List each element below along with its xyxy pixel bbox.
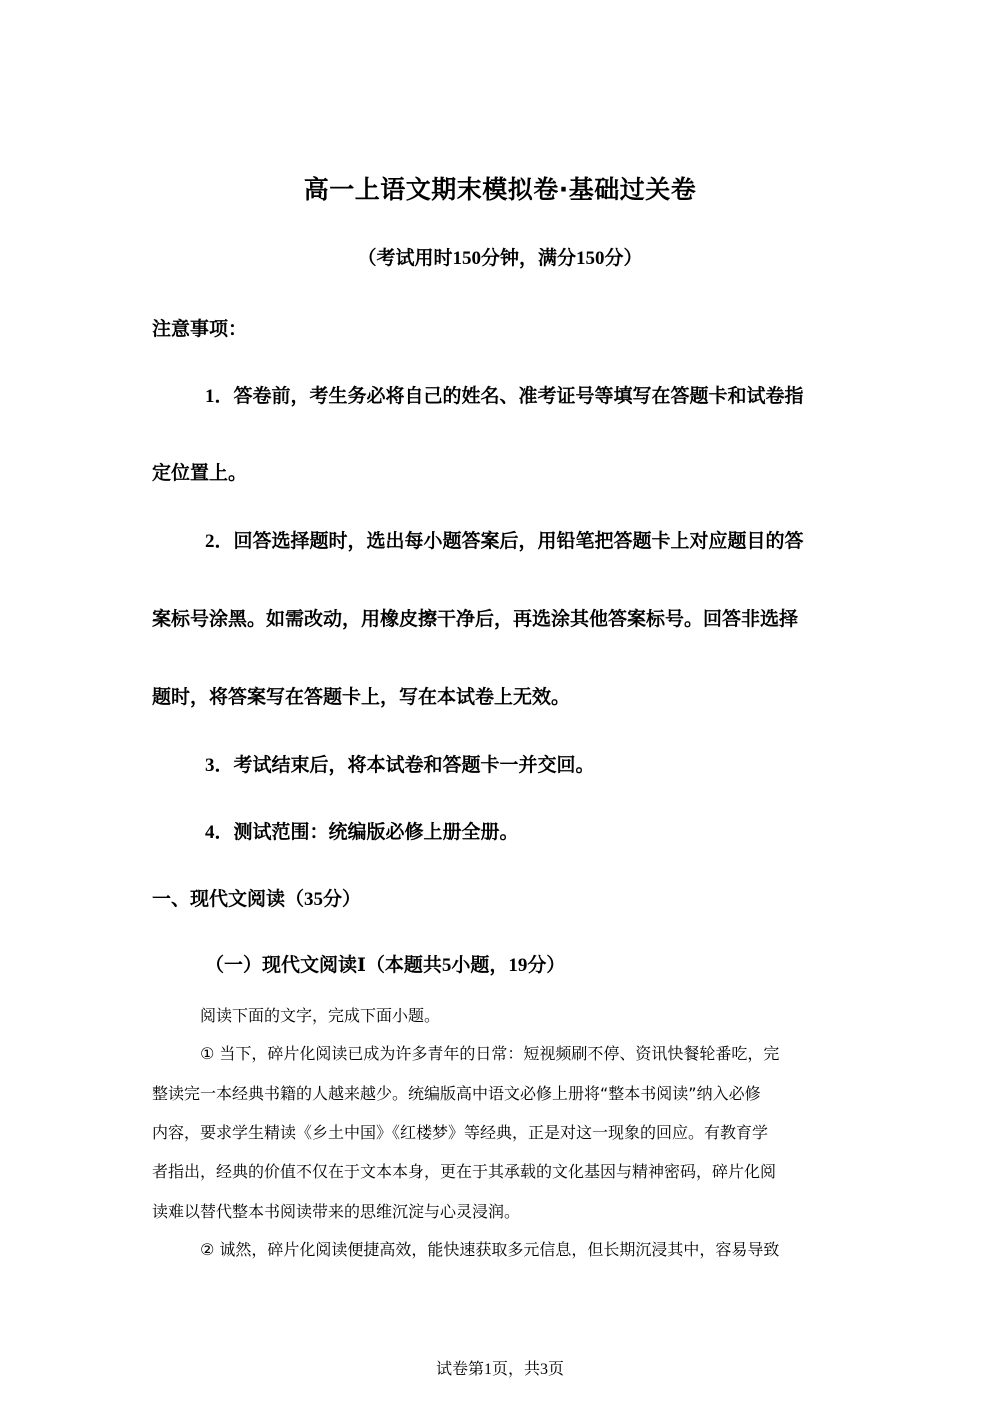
notice-line-3: 3．考试结束后，将本试卷和答题卡一并交回。 [205,755,595,776]
section-heading: 一、现代文阅读（35分） [152,889,362,910]
page-footer: 试卷第1页，共3页 [435,1361,564,1378]
notice-heading: 注意事项： [152,319,248,340]
notice-line-2-end: 题时，将答案写在答题卡上，写在本试卷上无效。 [152,687,571,708]
notice-line-2: 2．回答选择题时，选出每小题答案后，用铅笔把答题卡上对应题目的答 [205,531,804,552]
paragraph-line: ① 当下，碎片化阅读已成为许多青年的日常：短视频刷不停、资讯快餐轮番吃，完 [200,1044,780,1063]
notice-line-1-cont: 定位置上。 [152,463,248,484]
subsection-heading: （一）现代文阅读Ⅰ（本题共5小题，19分） [205,955,566,976]
notice-line-1: 1．答卷前，考生务必将自己的姓名、准考证号等填写在答题卡和试卷指 [205,386,804,407]
paragraph-line: ② 诚然，碎片化阅读便捷高效，能快速获取多元信息，但长期沉浸其中，容易导致 [200,1240,780,1259]
paragraph-line: 读难以替代整本书阅读带来的思维沉淀与心灵浸润。 [152,1202,521,1221]
paragraph-line: 者指出，经典的价值不仅在于文本本身，更在于其承载的文化基因与精神密码，碎片化阅 [152,1162,777,1181]
notice-line-4: 4．测试范围：统编版必修上册全册。 [205,822,519,843]
exam-info-subtitle: （考试用时150分钟，满分150分） [357,248,643,269]
notice-line-2-cont: 案标号涂黑。如需改动，用橡皮擦干净后，再选涂其他答案标号。回答非选择 [152,609,799,630]
paragraph-line: 整读完一本经典书籍的人越来越少。统编版高中语文必修上册将“整本书阅读”纳入必修 [152,1084,761,1103]
page-title: 高一上语文期末模拟卷·基础过关卷 [303,175,697,204]
reading-instruction: 阅读下面的文字，完成下面小题。 [200,1006,441,1025]
paragraph-line: 内容，要求学生精读《乡土中国》《红楼梦》等经典，正是对这一现象的回应。有教育学 [152,1123,769,1142]
